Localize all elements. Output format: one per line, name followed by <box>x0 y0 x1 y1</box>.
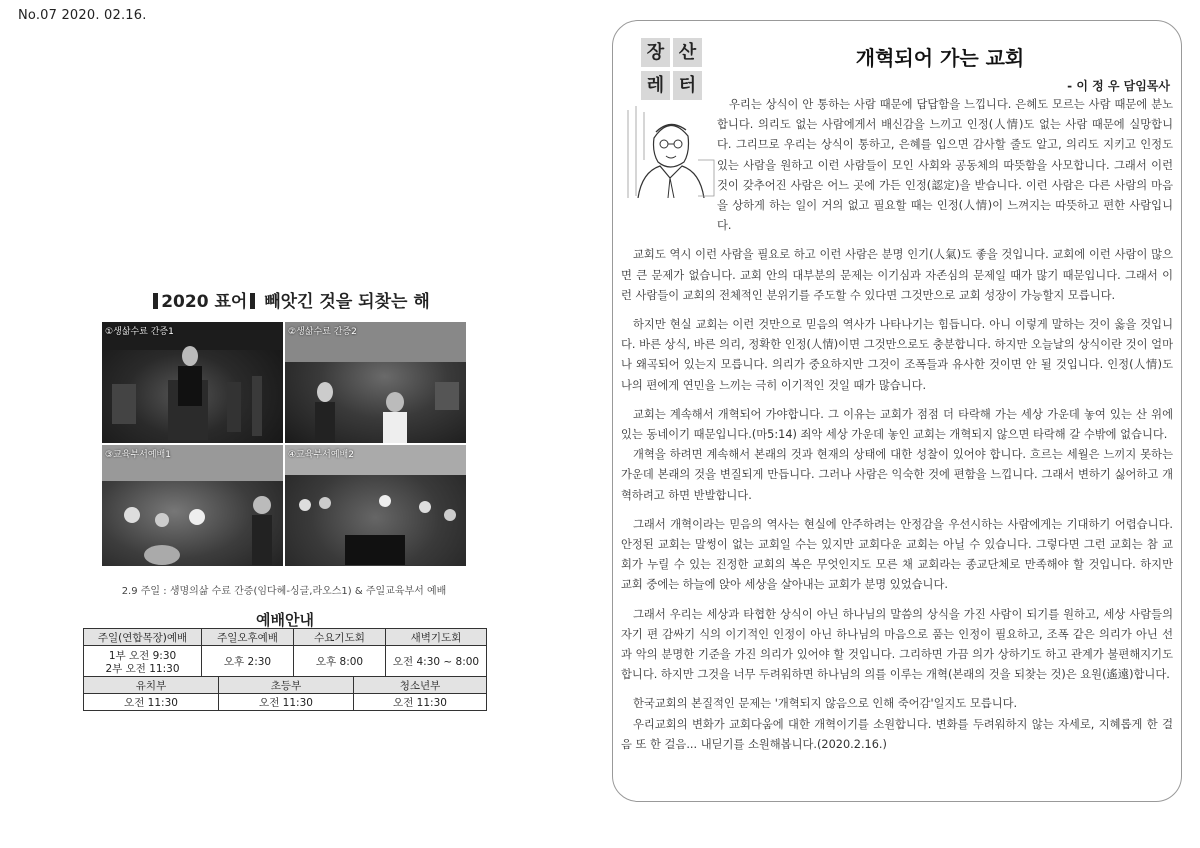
department-header: 초등부 <box>219 677 354 694</box>
motto-bar-left <box>153 293 158 309</box>
year-motto <box>100 287 480 312</box>
column-badge: 레 <box>641 71 670 100</box>
photo-image <box>102 445 284 567</box>
letter-paragraph: 교회도 역시 이런 사람을 필요로 하고 이런 사람은 분명 인기(人氣)도 좋을 것입니다. 교회에 이런 사람이 많으면 큰 문제가 없습니다. 교회 안의 대부분의 문제는 이기심과 자존심의 문제일 때가 많기 때문입니다. 그래서 이런 사람들이 교회의 전체적인 분위기를 주도할 수 있다면 그것만으로 교회 성장이 가능할지 모릅니다. <box>621 248 1173 302</box>
photo-caption-4: ④교육부서예배2 <box>288 450 354 460</box>
department-header: 유치부 <box>84 677 219 694</box>
service-header: 새벽기도회 <box>386 629 487 646</box>
letter-paragraph: 그래서 개혁이라는 믿음의 역사는 현실에 안주하려는 안정감을 우선시하는 사람에게는 기대하기 어렵습니다. 안정된 교회는 말썽이 없는 교회일 수는 있지만 교회다운 교회는 아닐 수 있습니다. 그렇다면 그런 교회는 참 교회가 누릴 수 있는 진정한 교회의 복은 무엇인지도 모른 채 교회라는 종교단체로 만족해야 할 것입니다. 하지만 교회 중에는 하늘에 앉아 세상을 살아내는 교회가 분명 있었습니다. <box>621 517 1173 592</box>
photo-testimony-2 <box>284 321 467 444</box>
department-header: 청소년부 <box>354 677 487 694</box>
department-time: 오전 11:30 <box>219 694 354 711</box>
letter-paragraph: 우리교회의 변화가 교회다움에 대한 개혁이기를 소원합니다. 변화를 두려워하지 않는 자세로, 지혜롭게 한 걸음 또 한 걸음... 내딛기를 소원해봅니다.(2020.2.16.) <box>621 717 1173 751</box>
letter-paragraph: 하지만 현실 교회는 이런 것만으로 믿음의 역사가 나타나기는 힘듭니다. 아니 이렇게 말하는 것이 옳을 것입니다. 바른 상식, 바른 의리, 정확한 인정(人情)이면 그것만으로도 충분합니다. 하지만 오늘날의 상식이란 것이 얼마나 왜곡되어 있는지 모릅니다. 의리가 중요하지만 그것이 조폭들과 유사한 것이면 안 될 것입니다. 인정(人情)도 나의 편에게 연민을 느끼는 극히 이기적인 것일 때가 많습니다. <box>621 318 1173 392</box>
service-header: 주일(연합목장)예배 <box>84 629 202 646</box>
photo-caption-3: ③교육부서예배1 <box>105 450 171 460</box>
letter-paragraph: 한국교회의 본질적인 문제는 '개혁되지 않음으로 인해 죽어감'일지도 모릅니다. <box>633 697 1018 711</box>
motto-bar-right <box>250 293 255 309</box>
letter-paragraph: 교회는 계속해서 개혁되어 가야합니다. 그 이유는 교회가 점점 더 타락해 가는 세상 가운데 놓여 있는 산 위에 있는 동네이기 때문입니다.(마5:14) 죄악 세상 가운데 놓인 교회는 개혁되지 않으면 타락해 갈 수밖에 없습니다. <box>621 407 1173 442</box>
photo-image <box>285 445 467 567</box>
services-table <box>83 628 487 680</box>
photo-education-2 <box>284 444 467 567</box>
motto-prefix: 2020 표어 <box>161 292 248 312</box>
service-time: 오후 2:30 <box>202 646 294 680</box>
issue-number: No.07 2020. 02.16. <box>18 8 147 23</box>
service-time-line: 2부 오전 11:30 <box>105 662 180 675</box>
department-time: 오전 11:30 <box>84 694 219 711</box>
column-badge: 산 <box>673 38 702 67</box>
photo-education-1 <box>101 444 284 567</box>
photo-caption-2: ②생삶수료 간증2 <box>288 327 357 337</box>
service-time: 오후 8:00 <box>294 646 386 680</box>
photo-image <box>102 322 284 444</box>
department-services-table <box>83 676 487 711</box>
letter-title: 개혁되어 가는 교회 <box>855 46 1025 70</box>
photo-description: 2.9 주일 : 생명의삶 수료 간증(임다혜-싱글,라오스1) & 주일교육부서 예배 <box>121 586 447 597</box>
service-time: 오전 4:30 ~ 8:00 <box>386 646 487 680</box>
photo-grid <box>101 321 467 567</box>
photo-image <box>285 322 467 444</box>
letter-paragraph: 개혁을 하려면 계속해서 본래의 것과 현재의 상태에 대한 성찰이 있어야 합니다. 흐르는 세월은 느끼지 못하는 가운데 본래의 것을 변질되게 만듭니다. 그러나 사람은 익숙한 것에 편함을 느낍니다. 그래서 변하기 싫어하고 개혁하려고 하면 반발합니다. <box>621 448 1173 502</box>
photo-testimony-1 <box>101 321 284 444</box>
services-title: 예배안내 <box>256 611 314 629</box>
service-header: 수요기도회 <box>294 629 386 646</box>
service-time <box>84 646 202 680</box>
service-header: 주일오후예배 <box>202 629 294 646</box>
photo-caption-1: ①생삶수료 간증1 <box>105 327 174 337</box>
service-time-line: 1부 오전 9:30 <box>108 649 177 662</box>
department-time: 오전 11:30 <box>354 694 487 711</box>
column-badge: 터 <box>673 71 702 100</box>
motto-text: 빼앗긴 것을 되찾는 해 <box>264 292 430 312</box>
letter-paragraph: 우리는 상식이 안 통하는 사람 때문에 답답함을 느낍니다. 은혜도 모르는 사람 때문에 분노합니다. 의리도 없는 사람에게서 배신감을 느끼고 인정(人情)도 없는 사람 때문에 실망합니다. 그리므로 우리는 상식이 통하고, 은혜를 입으면 감사할 줄도 알고, 의리도 지키고 인정도 있는 사람을 원하고 이런 사람들이 모인 사회와 공동체의 따뜻함을 사모합니다. 그래서 이런 것이 갖추어진 사람은 어느 곳에 가든 인정(認定)을 받습니다. 이런 사람은 다른 사람의 마음을 상하게 하는 일이 거의 없고 필요할 때는 인정(人情)이 느껴지는 따뜻하고 편한 사람입니다. <box>717 98 1173 233</box>
column-badge: 장 <box>641 38 670 67</box>
letter-author: - 이 정 우 담임목사 <box>1067 79 1170 93</box>
letter-paragraph: 그래서 우리는 세상과 타협한 상식이 아닌 하나님의 말씀의 상식을 가진 사람이 되기를 원하고, 세상 사람들의 자기 편 감싸기 식의 이기적인 인정이 아닌 하나님의 마음으로 품는 인정이 필요하고, 조폭 같은 의리가 아닌 선과 악의 분명한 기준을 가진 의리가 있어야 할 것입니다. 그리하면 가끔 의가 상하기도 하고 관계가 불편해지기도 합니다. 하지만 그것을 너무 두려워하면 하나님의 의를 이루는 개혁(본래의 것을 되찾는 것)은 요원(遙遠)합니다. <box>621 607 1173 682</box>
letter-body <box>621 95 1173 755</box>
